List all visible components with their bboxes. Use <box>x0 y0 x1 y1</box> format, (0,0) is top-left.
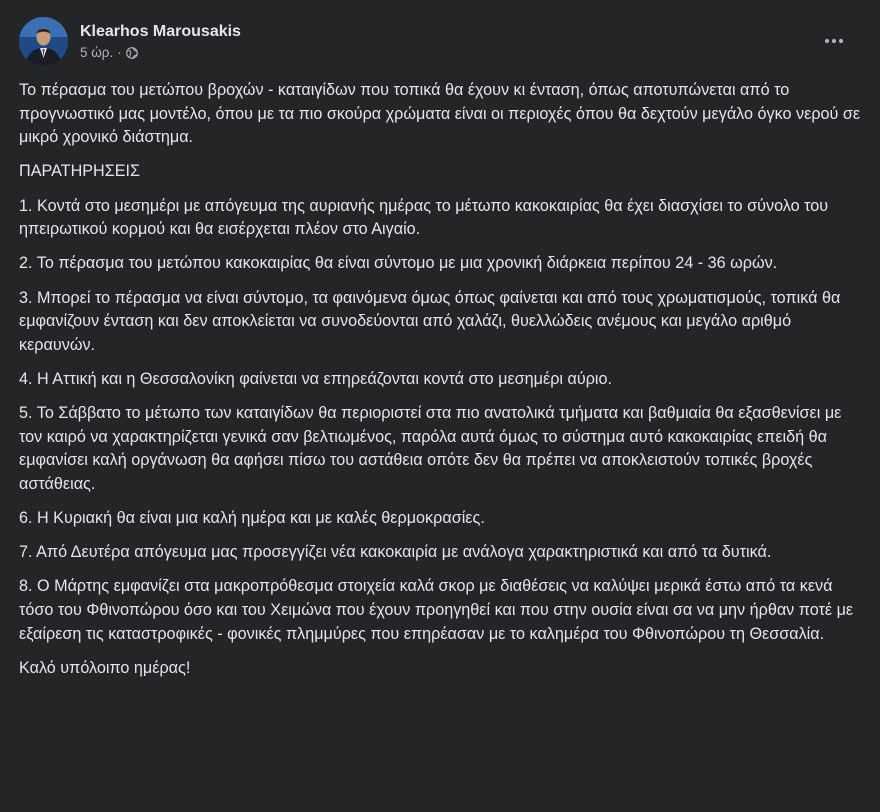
header-text <box>80 22 860 61</box>
paragraph-intro: Το πέρασμα του μετώπου βροχών - καταιγίδων που τοπικά θα έχουν κι ένταση, όπως αποτυπώνεται από το προγνωστικό μας μοντέλο, όπου με τα πιο σκούρα χρώματα είναι οι περιοχές όπου θα δεχτούν μεγάλο όγκο νερού σε μικρό χρονικό διάστημα. <box>19 81 861 147</box>
paragraph-1: 1. Κοντά στο μεσημέρι με απόγευμα της αυριανής ημέρας το μέτωπο κακοκαιρίας θα έχει διασχίσει το σύνολο του ηπειρωτικού κορμού και θα εισέρχεται πλέον στο Αιγαίο. <box>19 196 829 239</box>
avatar[interactable] <box>19 17 68 66</box>
author-name[interactable]: Klearhos Marousakis <box>80 22 241 40</box>
paragraph-3: 3. Μπορεί το πέρασμα να είναι σύντομο, τα φαινόμενα όμως όπως φαίνεται και από τους χρωματισμούς, τοπικά θα εμφανίζουν ένταση και δεν αποκλείεται να συνοδεύονται από χαλάζι, θυελλώδεις ανέμους και μεγάλο αριθμό κεραυνών. <box>19 288 841 354</box>
post-text <box>19 79 867 691</box>
post-header <box>19 15 860 67</box>
paragraph-2: 2. Το πέρασμα του μετώπου κακοκαιρίας θα είναι σύντομο με μια χρονική διάρκεια περίπου 24 - 36 ωρών. <box>19 254 778 273</box>
more-horizontal-icon <box>824 38 844 44</box>
post-time[interactable]: 5 ώρ. <box>80 44 114 60</box>
meta-separator: · <box>117 44 122 60</box>
paragraph-closing: Καλό υπόλοιπο ημέρας! <box>19 658 191 677</box>
paragraph-7: 7. Από Δευτέρα απόγευμα μας προσεγγίζει νέα κακοκαιρία με ανάλογα χαρακτηριστικά και από τα δυτικά. <box>19 543 772 562</box>
more-options-button[interactable] <box>816 23 852 59</box>
globe-icon[interactable] <box>126 47 138 59</box>
post-meta <box>80 45 860 61</box>
paragraph-6: 6. Η Κυριακή θα είναι μια καλή ημέρα και με καλές θερμοκρασίες. <box>19 509 485 528</box>
paragraph-5: 5. Το Σάββατο το μέτωπο των καταιγίδων θα περιοριστεί στα πιο ανατολικά τμήματα και βαθμιαία θα εξασθενίσει με τον καιρό να χαρακτηρίζεται γενικά σαν βελτιωμένος, παρόλα αυτά όμως το σύστημα αυτό κακοκαιρίας επειδή θα εμφανίσει καλή οργάνωση θα αφήσει πίσω του αστάθεια οπότε δεν θα πρέπει να αποκλειστούν τοπικές βροχές αστάθειας. <box>19 404 842 493</box>
avatar-image <box>19 17 68 66</box>
paragraph-4: 4. Η Αττική και η Θεσσαλονίκη φαίνεται να επηρεάζονται κοντά στο μεσημέρι αύριο. <box>19 369 613 388</box>
paragraph-8: 8. Ο Μάρτης εμφανίζει στα μακροπρόθεσμα στοιχεία καλά σκορ με διαθέσεις να καλύψει μερικά έστω από τα κενά τόσο του Φθινοπώρου όσο και του Χειμώνα που έχουν προηγηθεί και που στην ουσία είναι σα να μην ήρθαν ποτέ με εξαίρεση τις καταστροφικές - φονικές πλημμύρες που επηρέασαν με το καλημέρα του Φθινοπώρου τη Θεσσαλία. <box>19 577 854 643</box>
paragraph-heading: ΠΑΡΑΤΗΡΗΣΕΙΣ <box>19 162 141 181</box>
